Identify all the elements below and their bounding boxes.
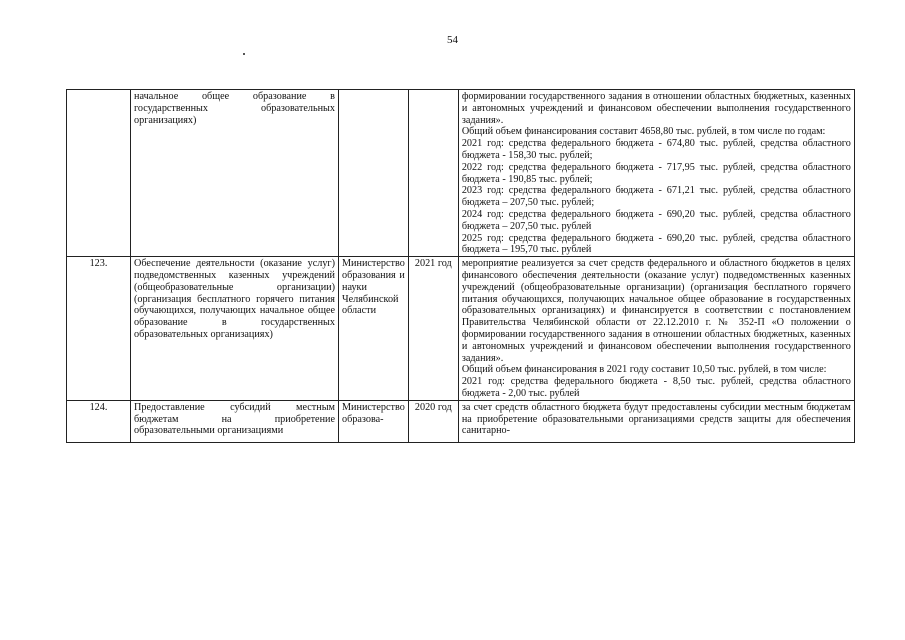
description-paragraph: 2023 год: средства федерального бюджета - 671,21 тыс. рублей, средства областного бюджета – 207,50 тыс. рублей; bbox=[461, 185, 851, 209]
description-paragraph: мероприятие реализуется за счет средств федерального и областного бюджетов в целях финансового обеспечения деятельности (оказание услуг) подведомственных казенных учреждений (общеобразовательные организации) (организация бесплатного горячего питания обучающихся, получающих начальное общее образование в государственных образовательных организациях) и финансируется в соответствии с постановлением Правительства Челябинской области от 22.12.2010 г. № 352-П «О положении о формировании государственного задания в отношении областных бюджетных, казенных и автономных учреждений и финансовом обеспечении выполнения государственного задания». bbox=[461, 258, 851, 364]
activity-name-cell: Обеспечение деятельности (оказание услуг) подведомственных казенных учреждений (общеобразовательные организации) (организация бесплатного горячего питания обучающихся, получающих начальное общее образование в государственных образовательных организациях) bbox=[131, 257, 339, 401]
page-number: 54 bbox=[447, 34, 458, 46]
activities-table bbox=[66, 89, 855, 443]
year-cell bbox=[408, 90, 458, 257]
executor-cell: Министерство образова- bbox=[339, 400, 409, 442]
description-paragraph: 2021 год: средства федерального бюджета - 8,50 тыс. рублей, средства областного бюджета - 2,00 тыс. рублей bbox=[461, 376, 851, 399]
row-number-cell: 124. bbox=[67, 400, 131, 442]
description-paragraph: Общий объем финансирования в 2021 году составит 10,50 тыс. рублей, в том числе: bbox=[461, 364, 827, 376]
activity-name-cell: начальное общее образование в государственных образовательных организациях) bbox=[131, 90, 339, 257]
description-paragraph: формировании государственного задания в отношении областных бюджетных, казенных и автономных учреждений и финансовом обеспечении выполнения государственного задания». bbox=[461, 91, 851, 126]
table-row bbox=[67, 257, 855, 401]
scan-speck bbox=[243, 53, 245, 55]
year-cell: 2020 год bbox=[408, 400, 458, 442]
table-row bbox=[67, 90, 855, 257]
row-number-cell: 123. bbox=[67, 257, 131, 401]
description-cell bbox=[458, 90, 854, 257]
executor-cell bbox=[339, 90, 409, 257]
description-paragraph: 2021 год: средства федерального бюджета - 674,80 тыс. рублей, средства областного бюджета - 158,30 тыс. рублей; bbox=[461, 138, 851, 161]
description-cell bbox=[458, 400, 854, 442]
description-cell bbox=[458, 257, 854, 401]
description-paragraph: Общий объем финансирования составит 4658,80 тыс. рублей, в том числе по годам: bbox=[461, 126, 826, 138]
executor-cell: Министерство образования и науки Челябинской области bbox=[339, 257, 409, 401]
description-paragraph: за счет средств областного бюджета будут предоставлены субсидии местным бюджетам на приобретение образовательными организациями средств защиты для обеспечения санитарно- bbox=[461, 401, 851, 437]
description-paragraph: 2024 год: средства федерального бюджета - 690,20 тыс. рублей, средства областного бюджета – 207,50 тыс. рублей bbox=[461, 208, 851, 232]
row-number-cell bbox=[67, 90, 131, 257]
description-paragraph: 2025 год: средства федерального бюджета - 690,20 тыс. рублей, средства областного бюджета – 195,70 тыс. рублей bbox=[461, 232, 851, 256]
table-row bbox=[67, 400, 855, 442]
activity-name-cell: Предоставление субсидий местным бюджетам на приобретение образовательными организациями bbox=[131, 400, 339, 442]
description-paragraph: 2022 год: средства федерального бюджета - 717,95 тыс. рублей, средства областного бюджета - 190,85 тыс. рублей; bbox=[461, 161, 851, 185]
year-cell: 2021 год bbox=[408, 257, 458, 401]
